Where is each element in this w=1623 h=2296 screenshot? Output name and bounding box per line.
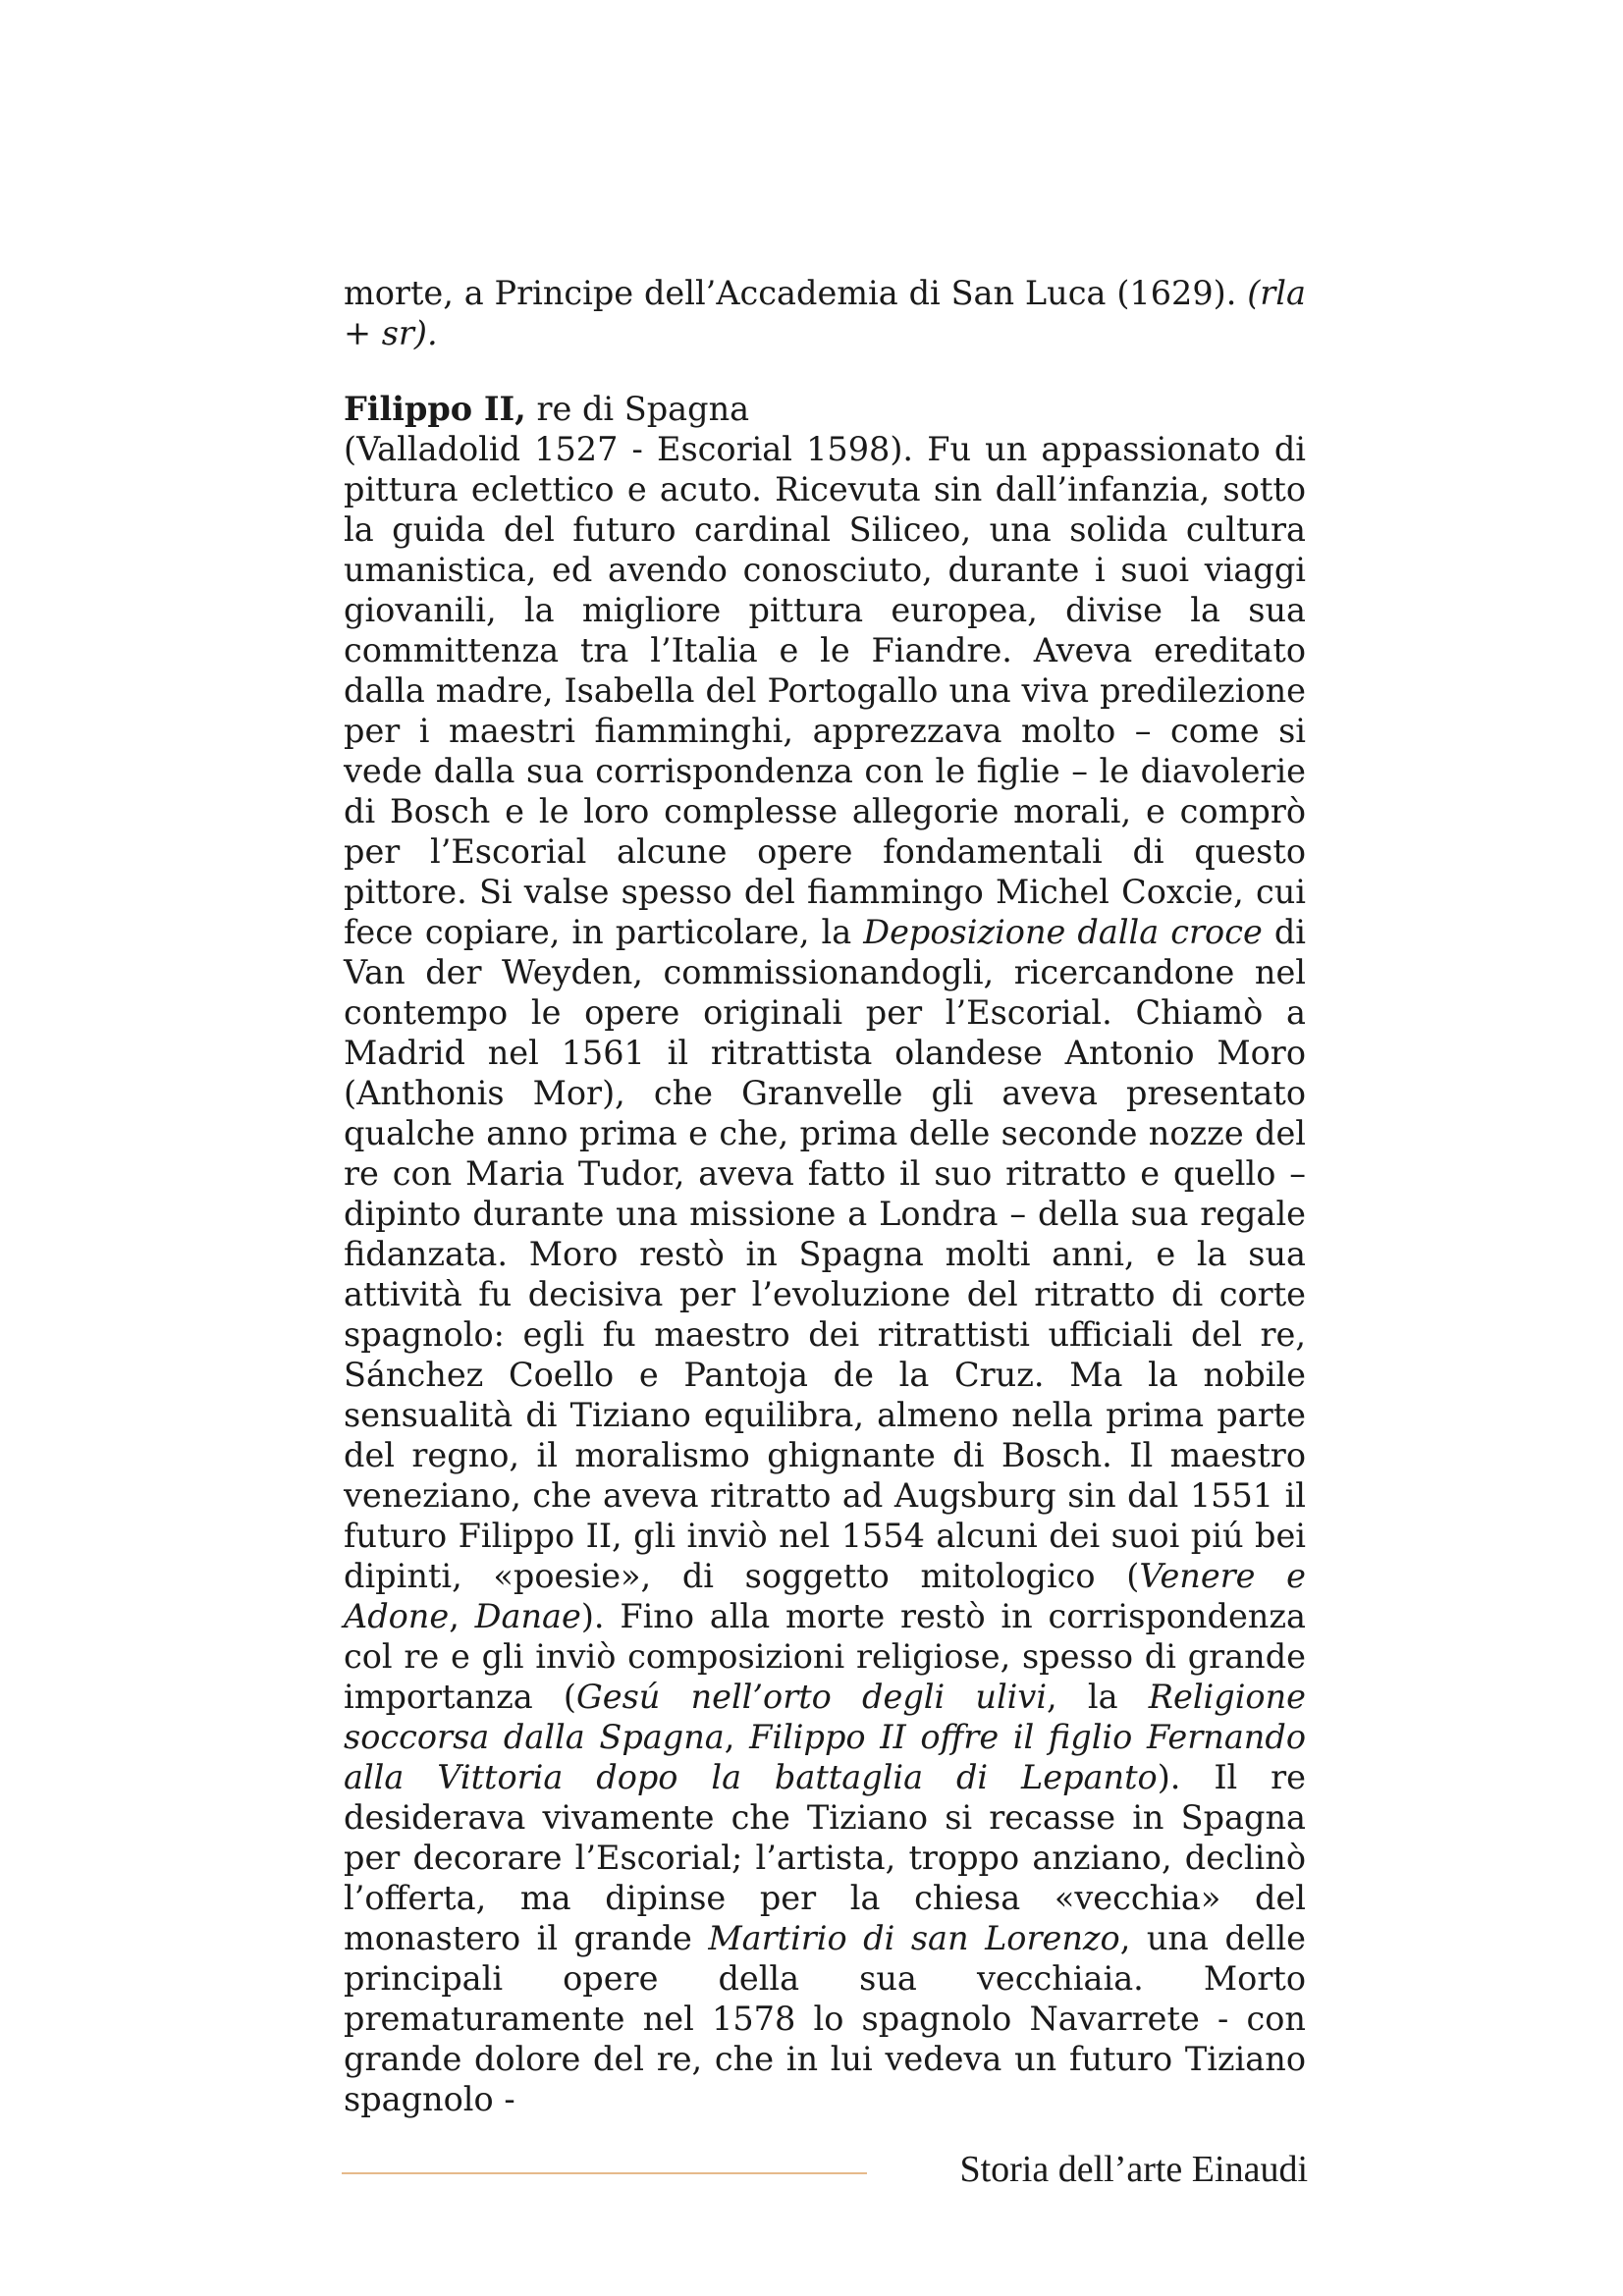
footer-publication-label: Storia dell’arte Einaudi: [959, 2149, 1308, 2190]
entry-body-italic-run: Venere e Adone: [344, 1557, 1306, 1635]
entry-body-run: , una delle principali opere della sua vecchiaia. Morto prematuramente nel 1578 lo spagnolo Navarrete - con grande dolore del re, che in lui vedeva un futuro Tiziano spagnolo -: [344, 1919, 1306, 2118]
entry-filippo-ii: [344, 389, 1306, 2119]
footer-rule: [342, 2172, 867, 2174]
entry-body-italic-run: Gesú nell’orto degli ulivi: [576, 1678, 1048, 1716]
entry-body-run: (Valladolid 1527 - Escorial 1598). Fu un appassionato di pittura eclettico e acuto. Ricevuta sin dall’infanzia, sotto la guida del futuro cardinal Siliceo, una solida cultura umanistica, ed avendo conosciuto, durante i suoi viaggi giovanili, la migliore pittura europea, divise la sua committenza tra l’Italia e le Fiandre. Aveva ereditato dalla madre, Isabella del Portogallo una viva predilezione per i maestri fiamminghi, apprezzava molto – come si vede dalla sua corrispondenza con le figlie – le diavolerie di Bosch e le loro complesse allegorie morali, e comprò per l’Escorial alcune opere fondamentali di questo pittore. Si valse spesso del fiammingo Michel Coxcie, cui fece copiare, in particolare, la: [344, 430, 1306, 951]
continuation-paragraph: [344, 273, 1306, 353]
entry-subtitle: re di Spagna: [525, 390, 750, 428]
entry-body-italic-run: Danae: [474, 1597, 581, 1635]
entry-title: Filippo II,: [344, 390, 526, 428]
entry-body-run: ). Il re desiderava vivamente che Tiziano si recasse in Spagna per decorare l’Escorial; l’artista, troppo anziano, declinò l’offerta, ma dipinse per la chiesa «vecchia» del monastero il grande: [344, 1758, 1306, 1957]
entry-heading: [344, 389, 1306, 429]
entry-body-italic-run: Religione soccorsa dalla Spagna: [344, 1678, 1306, 1756]
entry-body-run: ). Fino alla morte restò in corrispondenza col re e gli inviò composizioni religiose, spesso di grande importanza (: [344, 1597, 1306, 1716]
entry-body-italic-run: Deposizione dalla croce: [863, 913, 1263, 951]
entry-body-italic-run: Martirio di san Lorenzo: [708, 1919, 1120, 1957]
entry-body-run: di Van der Weyden, commissionandogli, ricercandone nel contempo le opere originali per l’Escorial. Chiamò a Madrid nel 1561 il ritrattista olandese Antonio Moro (Anthonis Mor), che Granvelle gli aveva presentato qualche anno prima e che, prima delle seconde nozze del re con Maria Tudor, aveva fatto il suo ritratto e quello – dipinto durante una missione a Londra – della sua regale fidanzata. Moro restò in Spagna molti anni, e la sua attività fu decisiva per l’evoluzione del ritratto di corte spagnolo: egli fu maestro dei ritrattisti ufficiali del re, Sánchez Coello e Pantoja de la Cruz. Ma la nobile sensualità di Tiziano equilibra, almeno nella prima parte del regno, il moralismo ghignante di Bosch. Il maestro veneziano, che aveva ritratto ad Augsburg sin dal 1551 il futuro Filippo II, gli inviò nel 1554 alcuni dei suoi piú bei dipinti, «poesie», di soggetto mitologico (: [344, 913, 1306, 1595]
entry-body-run: ,: [449, 1597, 475, 1635]
continuation-text: [344, 273, 1306, 353]
entry-body-run: , la: [1047, 1678, 1149, 1716]
continuation-body: morte, a Principe dell’Accademia di San Luca (1629).: [344, 274, 1248, 312]
entry-body: [344, 429, 1306, 2119]
page-footer: [342, 2145, 1308, 2194]
author-initials: (rla + sr).: [344, 274, 1306, 352]
entry-body-run: ,: [724, 1718, 750, 1756]
entry-body-italic-run: Filippo II offre il figlio Fernando alla Vittoria dopo la battaglia di Lepanto: [344, 1718, 1306, 1796]
